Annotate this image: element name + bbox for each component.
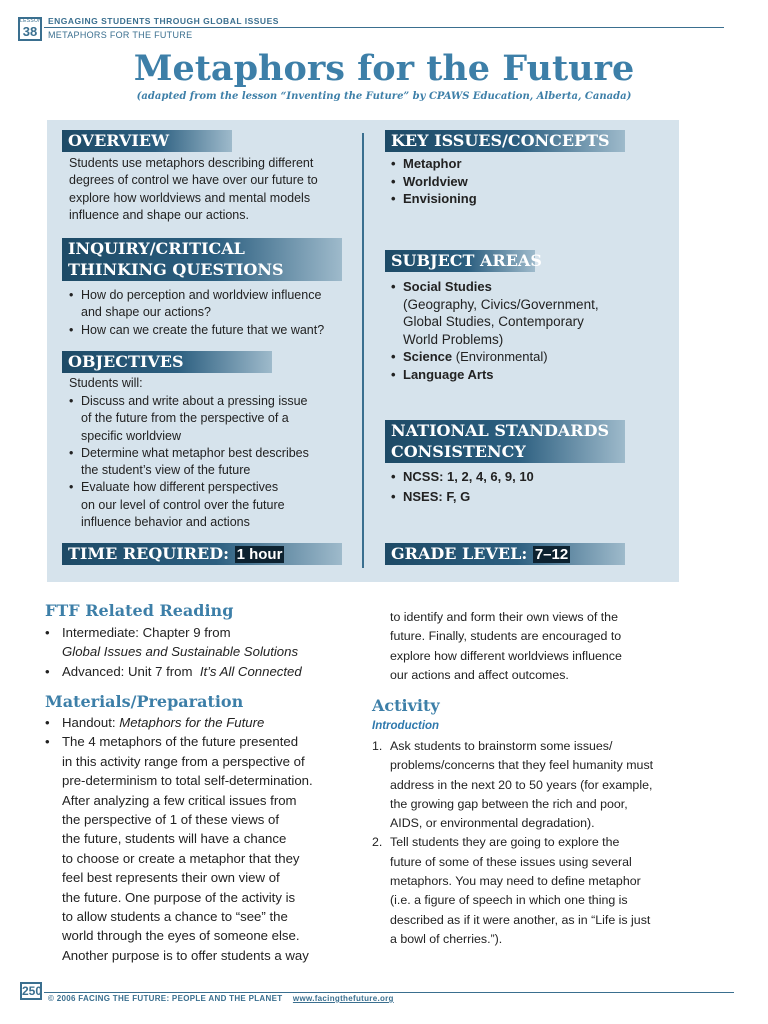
- introduction-subheading: Introduction: [372, 720, 440, 732]
- objective-line: specific worldview: [81, 428, 182, 443]
- objective-line: of the future from the perspective of a: [81, 411, 289, 426]
- objectives-intro: Students will:: [69, 376, 143, 390]
- objective-line: the student’s view of the future: [81, 463, 251, 478]
- inquiry-heading-line: THINKING QUESTIONS: [68, 260, 284, 279]
- list-item: • Language Arts: [391, 366, 671, 384]
- time-required-heading: [62, 543, 342, 565]
- inquiry-heading-line: INQUIRY/CRITICAL: [68, 239, 245, 258]
- step-line: metaphors. You may need to define metaphor: [390, 874, 641, 889]
- overview-line: explore how worldviews and mental models: [69, 190, 311, 205]
- step-line: future of some of these issues using several: [390, 854, 632, 869]
- materials-continuation: [390, 608, 690, 685]
- handout-prefix: Handout:: [62, 715, 116, 730]
- list-item: [69, 322, 359, 339]
- footer: [48, 994, 394, 1003]
- step-line: AIDS, or environmental degradation).: [390, 816, 595, 831]
- running-lesson-title: METAPHORS FOR THE FUTURE: [48, 30, 193, 40]
- continuation-line: future. Finally, students are encouraged to: [390, 629, 622, 644]
- step-line: the growing gap between the rich and poor,: [390, 796, 628, 811]
- lesson-word: LESSON: [20, 18, 43, 24]
- activity-heading: Activity: [372, 696, 440, 715]
- time-required-value: 1 hour: [236, 546, 283, 563]
- overview-line: influence and shape our actions.: [69, 207, 249, 222]
- list-item: [372, 737, 692, 833]
- lesson-number-box: [18, 17, 42, 41]
- reading-title: It’s All Connected: [199, 663, 302, 679]
- step-line: problems/concerns that they feel humanity must: [390, 758, 654, 773]
- key-issues-heading: KEY ISSUES/CONCEPTS: [385, 130, 625, 152]
- subject-detail-line: Global Studies, Contemporary: [403, 314, 584, 329]
- step-line: Tell students they are going to explore the: [390, 835, 620, 850]
- inquiry-line: and shape our actions?: [81, 305, 211, 320]
- objective-line: influence behavior and actions: [81, 515, 250, 530]
- list-item: [45, 732, 365, 965]
- list-item: [45, 713, 365, 732]
- overview-heading: OVERVIEW: [62, 130, 232, 152]
- overview-line: degrees of control we have over our future to: [69, 173, 318, 188]
- subject-areas-heading: SUBJECT AREAS: [385, 250, 535, 272]
- list-item: • NSES: F, G: [391, 487, 534, 507]
- list-item: [45, 623, 365, 662]
- subject-areas-list: [391, 278, 671, 383]
- lesson-number: 38: [22, 24, 38, 39]
- list-item: [372, 833, 692, 949]
- grade-level-label: GRADE LEVEL:: [391, 544, 528, 563]
- subject-detail-line: World Problems): [403, 331, 504, 347]
- standards-list: [391, 467, 534, 507]
- materials-line: • The 4 metaphors of the future presented: [62, 734, 299, 750]
- list-item: [391, 278, 671, 348]
- footer-rule: [44, 992, 734, 993]
- list-item: • Envisioning: [391, 190, 477, 208]
- step-number: 1.: [372, 739, 383, 753]
- related-reading-heading: FTF Related Reading: [45, 601, 234, 620]
- standards-heading: [385, 420, 625, 463]
- step-line: address in the next 20 to 50 years (for example,: [390, 777, 653, 792]
- list-item: • NCSS: 1, 2, 4, 6, 9, 10: [391, 467, 534, 487]
- continuation-line: our actions and affect outcomes.: [390, 667, 569, 682]
- materials-line: to choose or create a metaphor that they: [62, 850, 300, 866]
- header-rule: [44, 27, 724, 28]
- list-item: [69, 287, 359, 322]
- materials-line: the future. One purpose of the activity is: [62, 889, 296, 905]
- list-item: [69, 445, 359, 480]
- continuation-line: to identify and form their own views of the: [390, 610, 618, 624]
- materials-line: the future, students will have a chance: [62, 831, 287, 847]
- series-title: ENGAGING STUDENTS THROUGH GLOBAL ISSUES: [48, 16, 279, 26]
- materials-line: After analyzing a few critical issues from: [62, 792, 297, 808]
- list-item: [69, 393, 359, 445]
- subject-science: Science: [403, 349, 453, 364]
- standards-heading-line: NATIONAL STANDARDS: [391, 421, 609, 440]
- activity-steps: [372, 737, 692, 949]
- materials-line: Another purpose is to offer students a way: [62, 947, 309, 963]
- reading-title: Global Issues and Sustainable Solutions: [62, 644, 299, 660]
- objective-line: on our level of control over the future: [81, 497, 285, 512]
- step-line: a bowl of cherries.”).: [390, 931, 503, 946]
- list-item: • Metaphor: [391, 155, 477, 173]
- page-title: Metaphors for the Future: [133, 48, 635, 89]
- step-line: Ask students to brainstorm some issues/: [390, 739, 613, 753]
- overview-text: [69, 155, 318, 224]
- step-line: (i.e. a figure of speech in which one thing is: [390, 893, 628, 908]
- objective-line: • Determine what metaphor best describes: [81, 445, 309, 460]
- subject-detail-line: (Geography, Civics/Government,: [403, 296, 599, 312]
- list-item: [69, 479, 359, 531]
- objectives-heading: OBJECTIVES: [62, 351, 272, 373]
- subject-social-studies: • Social Studies: [403, 279, 492, 294]
- list-item: [391, 348, 671, 366]
- objective-line: • Discuss and write about a pressing issue: [81, 394, 308, 408]
- list-item: [45, 662, 365, 681]
- copyright-text: © 2006 FACING THE FUTURE: PEOPLE AND THE PLANET: [48, 994, 283, 1003]
- objectives-list: [69, 393, 359, 531]
- materials-line: feel best represents their own view of: [62, 870, 280, 886]
- objective-line: • Evaluate how different perspectives: [81, 480, 279, 495]
- overview-line: Students use metaphors describing different: [69, 156, 314, 170]
- list-item: • Worldview: [391, 173, 477, 191]
- grade-level-heading: [385, 543, 625, 565]
- step-line: described as if it were another, as in “Life is just: [390, 912, 651, 927]
- page-number: 250: [22, 984, 43, 998]
- inquiry-line: • How do perception and worldview influence: [81, 288, 322, 302]
- panel-divider: [362, 133, 364, 568]
- continuation-line: explore how different worldviews influence: [390, 648, 622, 663]
- footer-link[interactable]: www.facingthefuture.org: [292, 994, 394, 1003]
- page-subtitle: (adapted from the lesson “Inventing the Future” by CPAWS Education, Alberta, Canada): [136, 91, 632, 102]
- key-issues-list: [391, 155, 477, 208]
- materials-line: the perspective of 1 of these views of: [62, 812, 279, 828]
- materials-line: world through the eyes of someone else.: [62, 928, 300, 944]
- time-required-label: TIME REQUIRED:: [68, 544, 230, 563]
- materials-list: [45, 713, 365, 965]
- reading-prefix: • Intermediate: Chapter 9 from: [62, 625, 231, 640]
- materials-line: in this activity range from a perspective of: [62, 753, 305, 769]
- standards-heading-line: CONSISTENCY: [391, 442, 526, 461]
- inquiry-heading: [62, 238, 342, 281]
- materials-heading: Materials/Preparation: [45, 692, 244, 711]
- inquiry-list: [69, 287, 359, 339]
- materials-line: pre-determinism to total self-determination.: [62, 773, 313, 789]
- grade-level-value: 7–12: [534, 546, 569, 563]
- reading-prefix: Advanced: Unit 7 from: [62, 663, 193, 679]
- handout-title: Metaphors for the Future: [119, 715, 265, 730]
- inquiry-line: • How can we create the future that we want?: [81, 322, 325, 337]
- step-number: 2.: [372, 835, 383, 850]
- subject-science-detail: (Environmental): [455, 349, 548, 364]
- materials-line: to allow students a chance to “see” the: [62, 909, 288, 925]
- related-reading-list: [45, 623, 365, 681]
